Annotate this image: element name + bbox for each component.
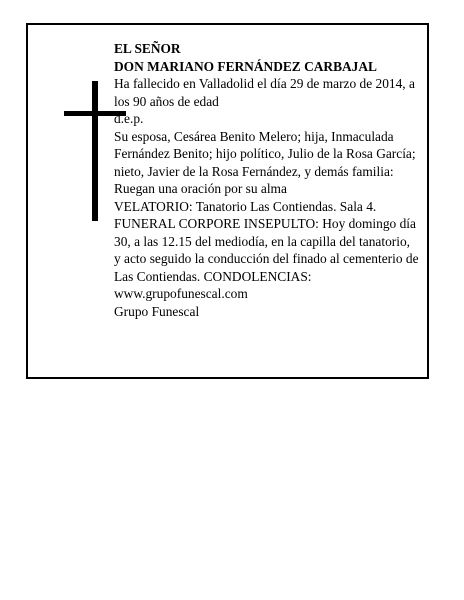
rip-text: d.e.p. bbox=[114, 111, 144, 126]
cross-vertical-bar bbox=[92, 81, 98, 221]
family-list: Su esposa, Cesárea Benito Melero; hija, Inmaculada Fernández Benito; hijo político, Julio de la Rosa García; nieto, Javier de la Rosa Fernández, y demás familia: bbox=[114, 128, 416, 179]
funeral-company: Grupo Funescal bbox=[114, 303, 200, 319]
wake-info: VELATORIO: Tanatorio Las Contiendas. Sala 4. bbox=[114, 198, 377, 214]
funeral-info: FUNERAL CORPORE INSEPULTO: Hoy domingo día 30, a las 12.15 del mediodía, en la capilla del tanatorio, y acto seguido la conducción del finado al cementerio de Las Contiendas. CONDOLENCIAS: www.grupofunescal.com bbox=[114, 216, 419, 301]
obituary-text bbox=[114, 40, 420, 320]
death-info: Ha fallecido en Valladolid el día 29 de marzo de 2014, a los 90 años de edad bbox=[114, 76, 415, 109]
notice-title: EL SEÑOR bbox=[114, 41, 181, 56]
deceased-name: DON MARIANO FERNÁNDEZ CARBAJAL bbox=[114, 58, 377, 74]
prayer-request: Ruegan una oración por su alma bbox=[114, 181, 287, 196]
